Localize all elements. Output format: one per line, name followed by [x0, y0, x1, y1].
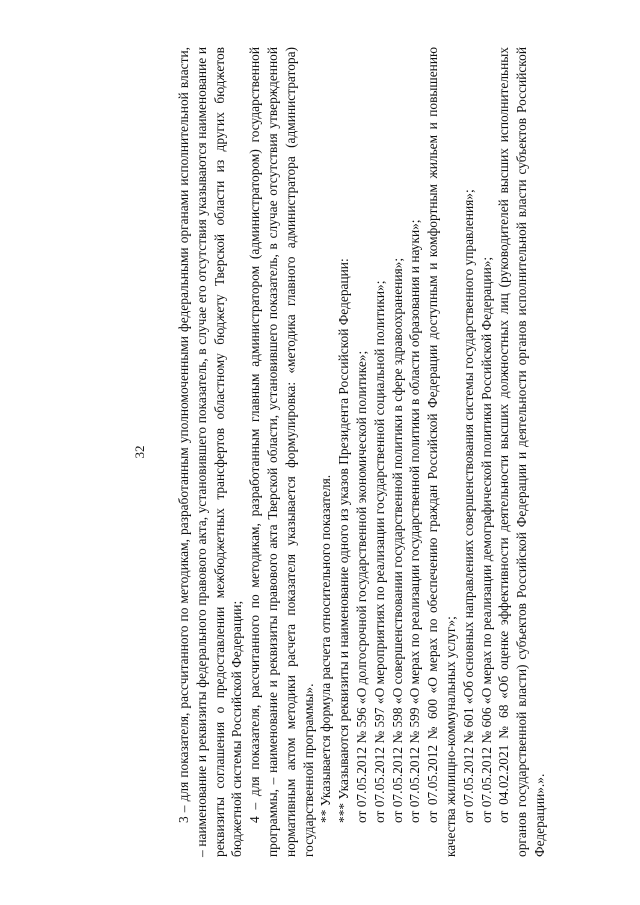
decree-596: от 07.05.2012 № 596 «О долгосрочной государственной экономической политике»;: [353, 350, 369, 823]
decree-599: от 07.05.2012 № 599 «О мерах по реализации государственной политики в области образования и науки»;: [407, 219, 423, 823]
decree-606: от 07.05.2012 № 606 «О мерах по реализации демографической политики Российской Федерации»;: [478, 256, 494, 823]
footnote-formula: ** Указывается формула расчета относительного показателя.: [318, 474, 334, 823]
decree-68: от 04.02.2021 № 68 «Об оценке эффективности деятельности высших должностных лиц (руководителей высших исполнительных органов государственной власти) субъектов Российской Федерации и деятельности органов исполнительной власти субъектов Российской Федерации».».: [496, 47, 547, 857]
paragraph-item-3: 3 – для показателя, рассчитанного по методикам, разработанным уполномоченными федеральными органами исполнительной власти, – наименование и реквизиты федерального правового акта, установившего показатель, в случае его отсутствия указываются наименование и реквизиты соглашения о предоставлении межбюджетных трансфертов областному бюджету Тверской области из других бюджетов бюджетной системы Российской Федерации;: [176, 47, 245, 857]
footnote-decrees: *** Указываются реквизиты и наименование одного из указов Президента Российской Федерации:: [336, 258, 352, 823]
page-number: 32: [132, 445, 147, 459]
paragraph-item-4: 4 – для показателя, рассчитанного по методикам, разработанным главным администратором (администратором) государственной программы, – наименование и реквизиты правового акта Тверской области, установившего показатель, в случае отсутствия утвержденной нормативным актом методики расчета показателя указывается формулировка: «методика главного администратора (администратора) государственной программы».: [247, 47, 316, 857]
rotated-page-content: [115, 47, 547, 857]
decree-597: от 07.05.2012 № 597 «О мероприятиях по реализации государственной социальной политики»;: [371, 280, 387, 823]
document-body: [175, 47, 549, 857]
decree-598: от 07.05.2012 № 598 «О совершенствовании государственной политики в сфере здравоохранения»;: [389, 257, 405, 823]
decree-600: от 07.05.2012 № 600 «О мерах по обеспечению граждан Российской Федерации доступным и комфортным жильем и повышению качества жилищно-коммунальных услуг»;: [425, 47, 458, 857]
decree-601: от 07.05.2012 № 601 «Об основных направлениях совершенствования системы государственного управления»;: [460, 189, 476, 823]
